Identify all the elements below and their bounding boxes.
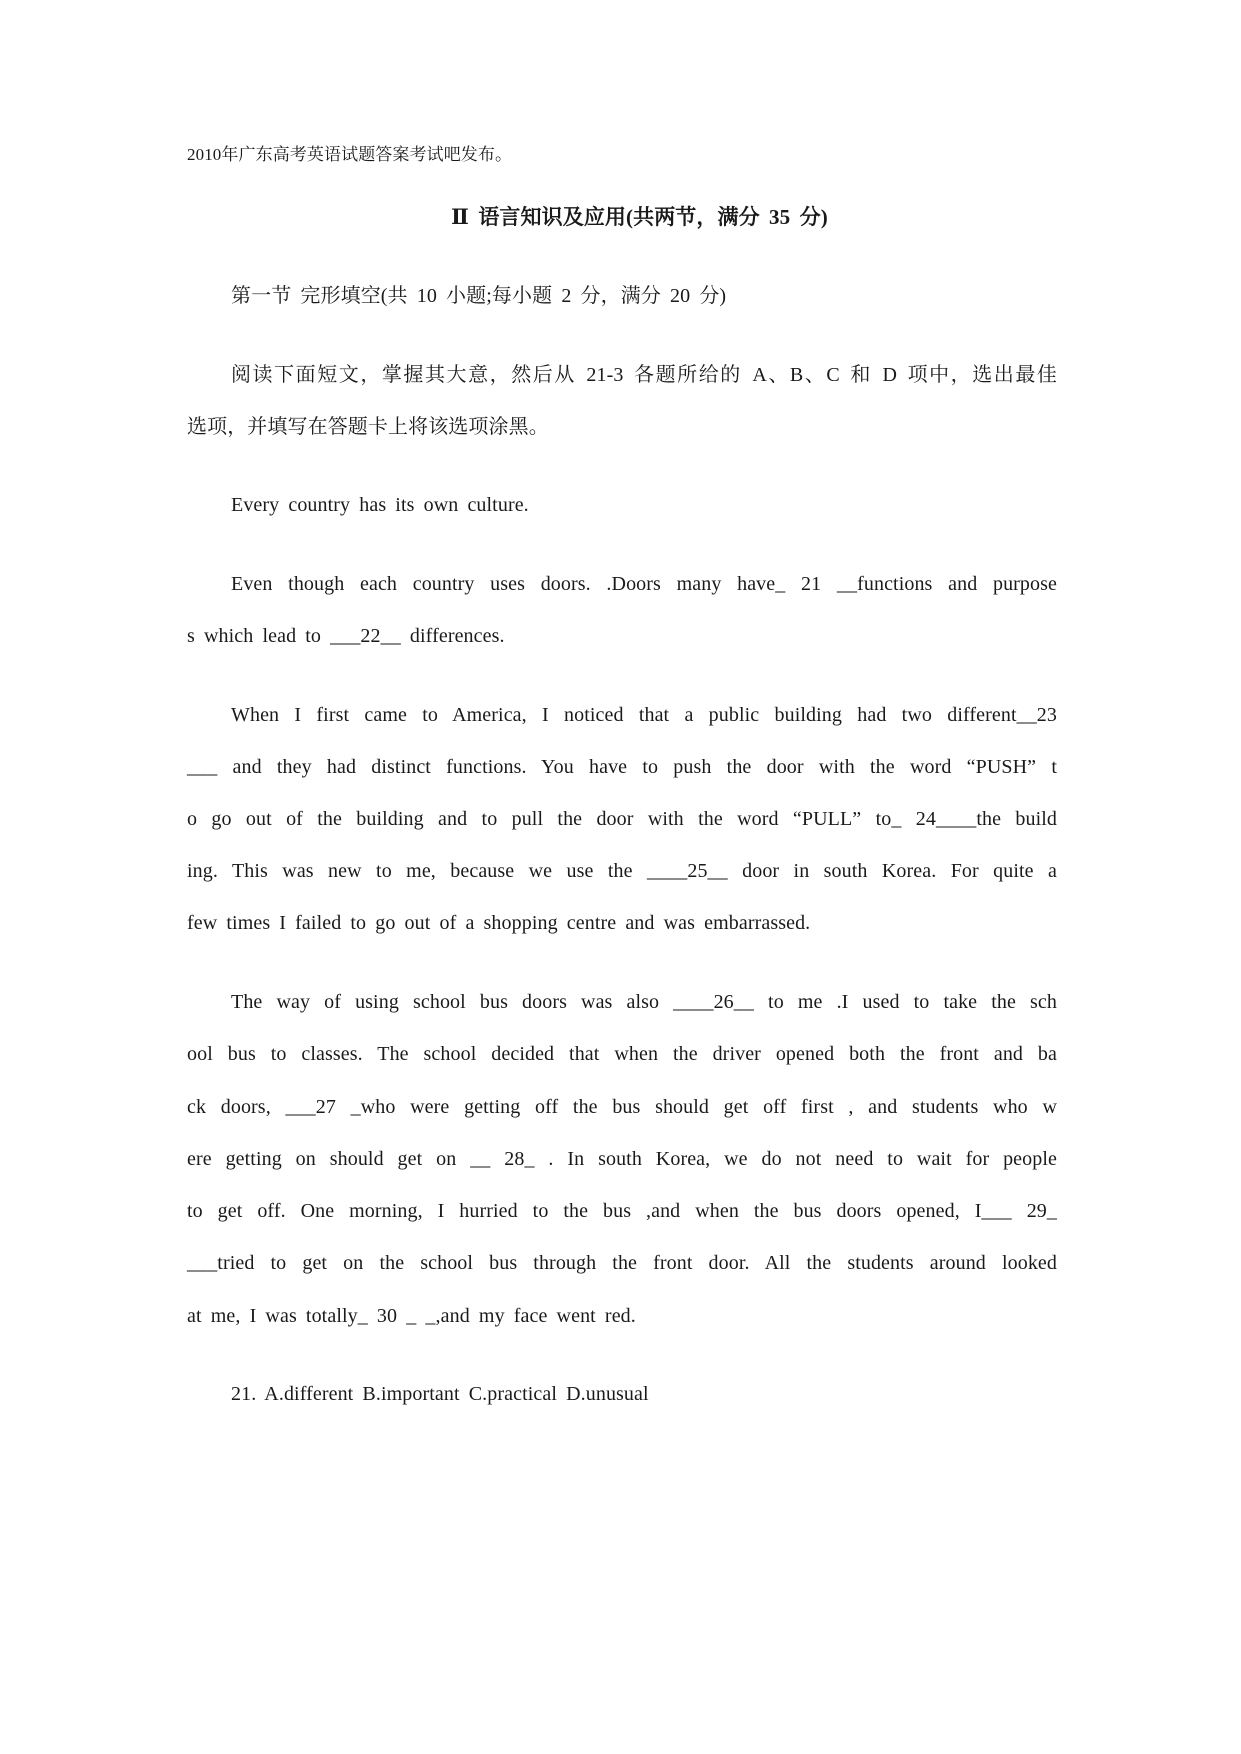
question-21: 21. A.different B.important C.practical D.unusual — [231, 1383, 649, 1405]
paragraph-line: When I first came to America, I noticed that a public building had two different__23 — [231, 704, 1057, 726]
paragraph-line: to get off. One morning, I hurried to the bus ,and when the bus doors opened, I___ 29_ — [187, 1200, 1057, 1222]
paragraph-line: ing. This was new to me, because we use the ____25__ door in south Korea. For quite a — [187, 860, 1057, 882]
section-title: Ⅱ 语言知识及应用(共两节，满分 35 分) — [451, 205, 828, 229]
paragraph-line: Even though each country uses doors. .Doors many have_ 21 __functions and purpose — [231, 573, 1057, 595]
subsection-title: 第一节 完形填空(共 10 小题;每小题 2 分，满分 20 分) — [231, 285, 727, 307]
paragraph-line: ere getting on should get on __ 28_ . In south Korea, we do not need to wait for people — [187, 1148, 1057, 1170]
instructions-line: 选项，并填写在答题卡上将该选项涂黑。 — [187, 416, 549, 438]
paragraph-line: o go out of the building and to pull the door with the word “PULL” to_ 24____the build — [187, 808, 1057, 830]
instructions-line: 阅读下面短文，掌握其大意，然后从 21-3 各题所给的 A、B、C 和 D 项中，选出最佳 — [231, 364, 1057, 386]
paragraph-line: s which lead to ___22__ differences. — [187, 625, 505, 647]
paragraph-line: ool bus to classes. The school decided that when the driver opened both the front and ba — [187, 1043, 1057, 1065]
paragraph-line: The way of using school bus doors was also ____26__ to me .I used to take the sch — [231, 991, 1057, 1013]
paragraph-line: ___tried to get on the school bus through the front door. All the students around looked — [187, 1252, 1057, 1274]
paragraph-line: at me, I was totally_ 30 _ _,and my face went red. — [187, 1305, 636, 1327]
paragraph-line: few times I failed to go out of a shopping centre and was embarrassed. — [187, 912, 811, 934]
paragraph-line: ck doors, ___27 _who were getting off the bus should get off first , and students who w — [187, 1096, 1057, 1118]
passage-title: Every country has its own culture. — [231, 494, 529, 516]
header-note: 2010年广东高考英语试题答案考试吧发布。 — [187, 145, 513, 164]
paragraph-line: ___ and they had distinct functions. You have to push the door with the word “PUSH” t — [187, 756, 1057, 778]
